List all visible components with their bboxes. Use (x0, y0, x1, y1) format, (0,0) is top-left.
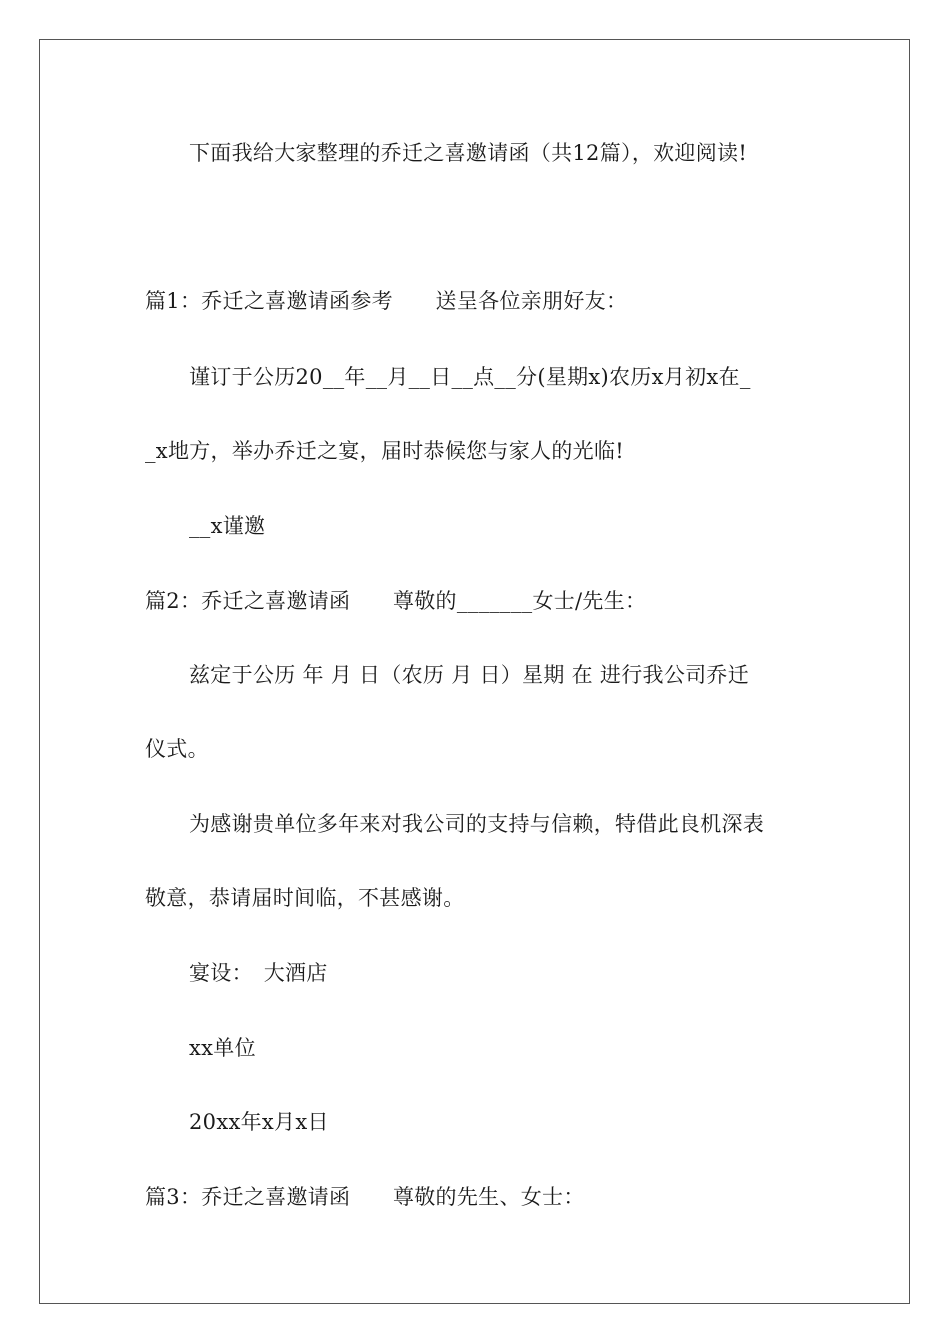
section-1-heading: 篇1：乔迁之喜邀请函参考 送呈各位亲朋好友： (145, 289, 628, 313)
section-2-body-line-2: 仪式。 (145, 737, 209, 761)
section-1-signature: __x谨邀 (189, 514, 266, 538)
section-2-body-line-3: 为感谢贵单位多年来对我公司的支持与信赖，特借此良机深表 (189, 812, 765, 836)
section-2-body-line-4: 敬意，恭请届时间临，不甚感谢。 (145, 886, 465, 910)
section-3-heading: 篇3：乔迁之喜邀请函 尊敬的先生、女士： (145, 1185, 585, 1209)
section-2-venue: 宴设： 大酒店 (189, 961, 328, 985)
section-1-body-line-1: 谨订于公历20__年__月__日__点__分(星期x)农历x月初x在_ (189, 365, 751, 389)
intro-paragraph: 下面我给大家整理的乔迁之喜邀请函（共12篇），欢迎阅读! (189, 141, 748, 165)
section-2-signature: xx单位 (189, 1036, 256, 1060)
section-2-heading: 篇2：乔迁之喜邀请函 尊敬的_______女士/先生： (145, 589, 647, 613)
section-2-date: 20xx年x月x日 (189, 1110, 329, 1134)
section-1-body-line-2: _x地方，举办乔迁之宴，届时恭候您与家人的光临! (145, 439, 624, 463)
section-2-body-line-1: 兹定于公历 年 月 日（农历 月 日）星期 在 进行我公司乔迁 (189, 663, 750, 687)
